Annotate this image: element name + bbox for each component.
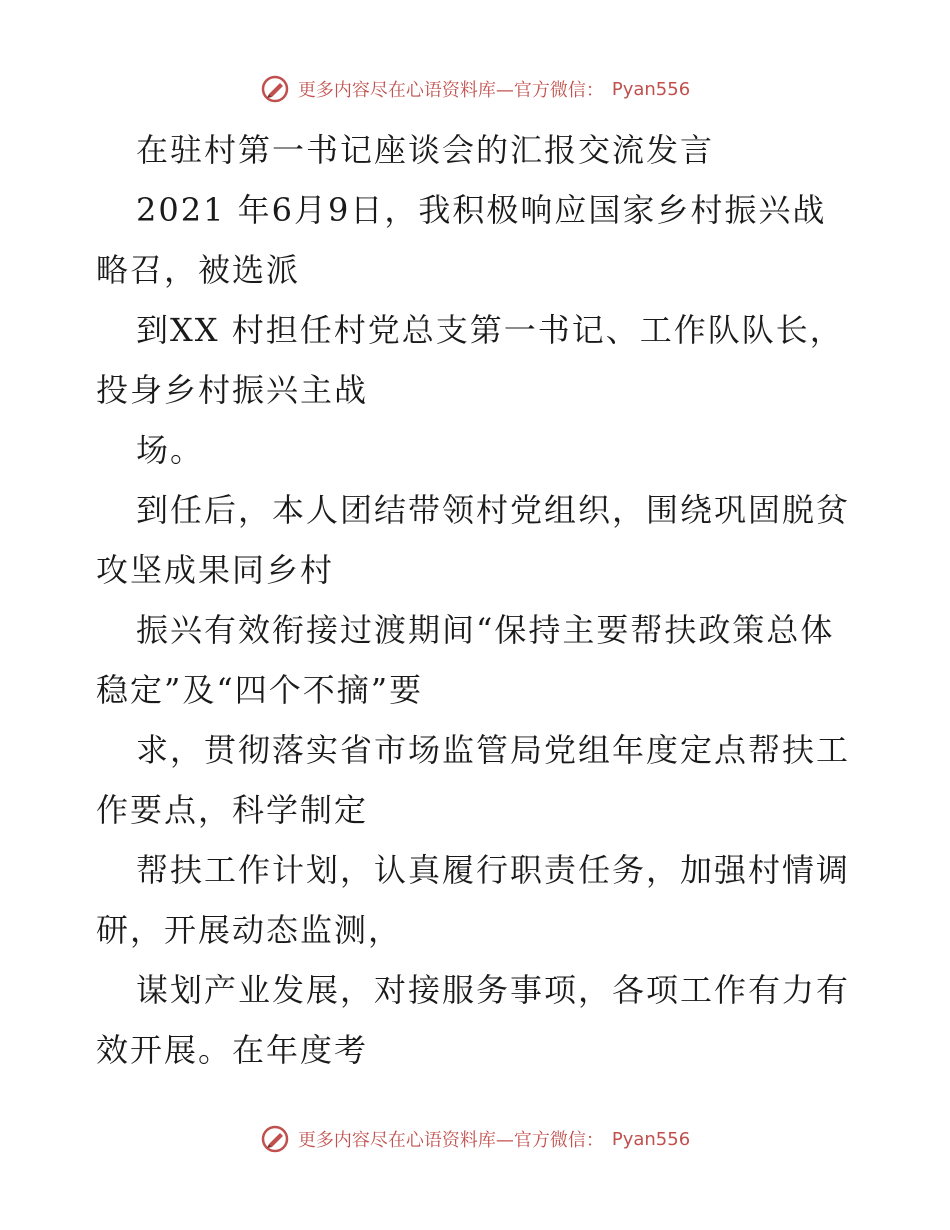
watermark-handle: Pyan556 xyxy=(611,1128,691,1150)
text-line: 效开展。在年度考 xyxy=(96,1031,369,1069)
text-line: 略召，被选派 xyxy=(96,251,301,289)
text-line: 在驻村第一书记座谈会的汇报交流发言 xyxy=(136,131,715,169)
watermark-text: 更多内容尽在心语资料库—官方微信： xyxy=(297,80,604,101)
text-line: 研，开展动态监测， xyxy=(96,911,403,949)
text-line: 攻坚成果同乡村 xyxy=(96,551,335,589)
watermark-text: 更多内容尽在心语资料库—官方微信： xyxy=(297,1130,604,1151)
logo-icon xyxy=(260,74,290,104)
logo-icon xyxy=(260,1124,290,1154)
text-line: 振兴有效衔接过渡期间“保持主要帮扶政策总体 xyxy=(136,611,835,649)
text-line: 作要点，科学制定 xyxy=(96,791,369,829)
document-body xyxy=(96,120,856,1080)
text-line: 稳定”及“四个不摘”要 xyxy=(96,671,424,709)
text-line: 2021 年6月9日，我积极响应国家乡村振兴战 xyxy=(136,191,827,229)
text-line: 谋划产业发展，对接服务事项，各项工作有力有 xyxy=(136,971,851,1009)
watermark-handle: Pyan556 xyxy=(611,78,691,100)
text-line: 求，贯彻落实省市场监管局党组年度定点帮扶工 xyxy=(136,731,851,769)
text-line: 到任后，本人团结带领村党组织，围绕巩固脱贫 xyxy=(136,491,851,529)
header-watermark xyxy=(0,74,950,104)
text-line: 帮扶工作计划，认真履行职责任务，加强村情调 xyxy=(136,851,851,889)
footer-watermark xyxy=(0,1124,950,1154)
text-line: 场。 xyxy=(136,431,205,469)
text-line: 投身乡村振兴主战 xyxy=(96,371,369,409)
text-line: 到XX 村担任村党总支第一书记、工作队队长， xyxy=(136,311,844,349)
